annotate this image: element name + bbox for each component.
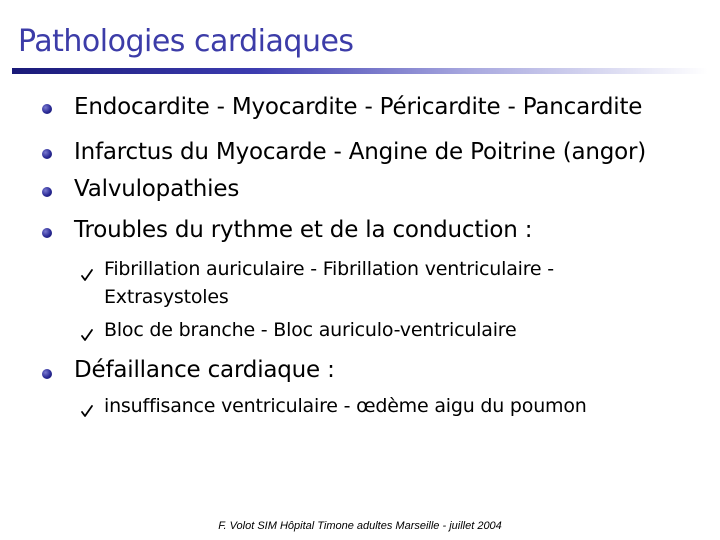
round-bullet-icon (42, 104, 52, 114)
bullet-item: Endocardite - Myocardite - Péricardite - Pancardite (74, 94, 643, 120)
round-bullet-icon (42, 228, 52, 238)
checkmark-icon (80, 404, 94, 418)
slide-footer: F. Volot SIM Hôpital Timone adultes Marseille - juillet 2004 (218, 520, 502, 532)
sub-item: insuffisance ventriculaire - œdème aigu du poumon (104, 395, 587, 417)
round-bullet-icon (42, 187, 52, 197)
sub-item-continuation: Extrasystoles (104, 286, 229, 308)
bullet-item: Défaillance cardiaque : (74, 357, 335, 383)
round-bullet-icon (42, 369, 52, 379)
sub-item: Fibrillation auriculaire - Fibrillation ventriculaire - (104, 258, 554, 280)
title-underline (12, 68, 708, 74)
sub-item: Bloc de branche - Bloc auriculo-ventriculaire (104, 319, 517, 341)
checkmark-icon (80, 328, 94, 342)
bullet-item: Valvulopathies (74, 176, 240, 202)
bullet-item: Infarctus du Myocarde - Angine de Poitrine (angor) (74, 139, 647, 165)
round-bullet-icon (42, 149, 52, 159)
slide-title: Pathologies cardiaques (18, 24, 354, 59)
checkmark-icon (80, 268, 94, 282)
bullet-item: Troubles du rythme et de la conduction : (74, 217, 533, 243)
